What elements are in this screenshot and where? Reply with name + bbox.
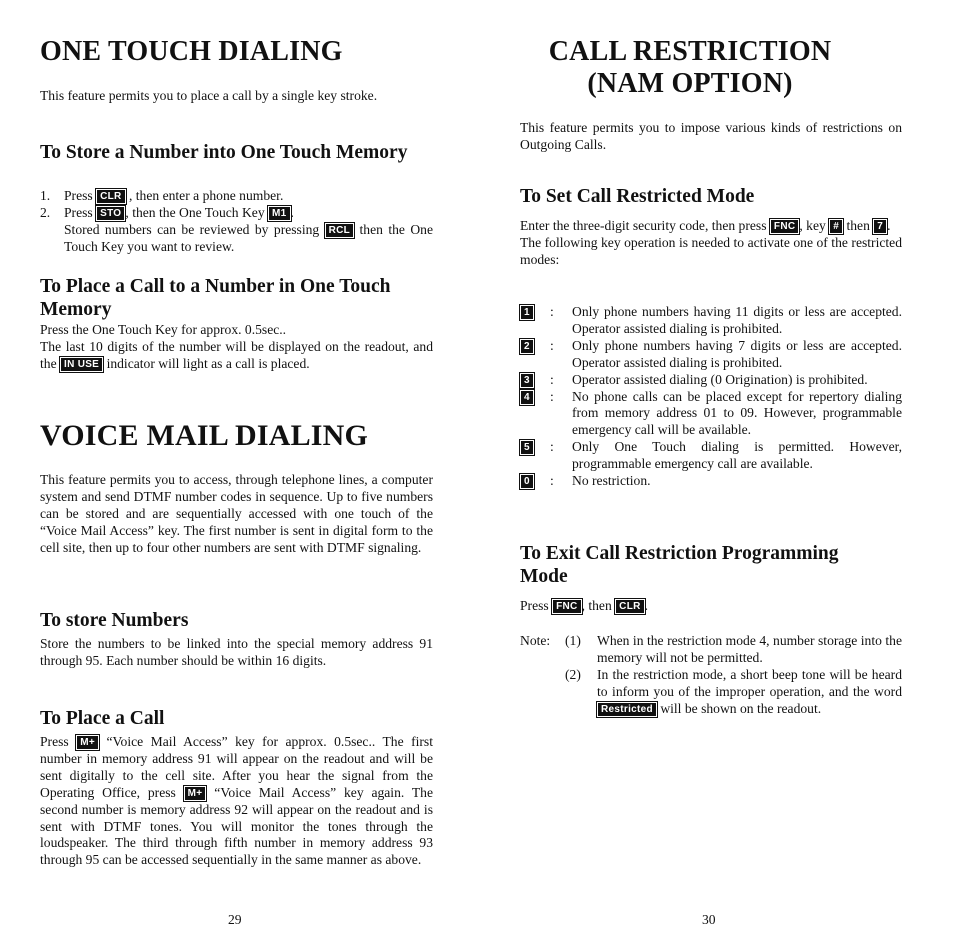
exit-restriction-text: Press FNC , then CLR . [520, 598, 649, 613]
restriction-mode-3: 3 : Operator assisted dialing (0 Origination) is prohibited. [520, 372, 902, 389]
call-restriction-title-line-2: (NAM OPTION) [587, 68, 793, 99]
note-item-2: (2) In the restriction mode, a short beep tone will be heard to inform you of the improper operation, and the word Restricted will be shown on the readout. [565, 666, 902, 716]
store-step-2: 2. Press STO , then the One Touch Key M1 . [40, 204, 294, 220]
store-numbers-text: Store the numbers to be linked into the special memory address 91 through 95. Each number should be within 16 digits. [40, 636, 433, 668]
key-4-icon: 4 [521, 391, 533, 404]
key-3-icon: 3 [521, 374, 533, 387]
store-numbers-heading: To store Numbers [40, 610, 189, 631]
store-number-heading: To Store a Number into One Touch Memory [40, 142, 408, 163]
key-1-icon: 1 [521, 306, 533, 319]
in-use-indicator-icon: IN USE [61, 358, 102, 371]
restriction-mode-4: 4 : No phone calls can be placed except for repertory dialing from memory address 01 to 09. However, programmable emergency call will be available. [520, 389, 902, 440]
clr-key-icon-2: CLR [616, 600, 643, 613]
place-call-body [40, 322, 433, 373]
rcl-key-icon: RCL [326, 224, 353, 237]
set-mode-text-2: The following key operation is needed to activate one of the restricted modes: [520, 234, 902, 267]
sto-key-icon: STO [97, 207, 124, 220]
m-plus-key-icon-2: M+ [185, 787, 206, 800]
store-step-1: 1. Press CLR , then enter a phone number. [40, 188, 284, 203]
restriction-mode-1: 1 : Only phone numbers having 11 digits or less are accepted. Operator assisted dialing is prohibited. [520, 304, 902, 338]
set-mode-text: Enter the three-digit security code, then press FNC , key # then 7 . [520, 218, 891, 233]
page-number-left: 29 [228, 912, 242, 927]
page-number-right: 30 [702, 912, 716, 927]
note-label: Note: [520, 633, 551, 648]
note-item-1: (1) When in the restriction mode 4, number storage into the memory will not be permitted. [565, 633, 902, 665]
place-call-heading: To Place a Call to a Number in One Touch Memory [40, 276, 391, 320]
store-steps-list [40, 188, 433, 256]
place-a-call-text: Press M+ “Voice Mail Access” key for approx. 0.5sec.. The first number in memory address 91 will appear on the readout and will be sent digitally to the cell site. After you hear the signal from the Operating Office, press M+ “Voice Mail Access” key again. The second number is memory address 92 will appear on the readout and is sent with DTMF tones. You will monitor the tones through the loudspeaker. The third through fifth number in memory address 93 through 95 can be accessed sequentially in the same manner as above. [40, 734, 434, 868]
voice-mail-dialing-title: VOICE MAIL DIALING [40, 419, 369, 452]
call-restriction-title [520, 36, 860, 100]
one-touch-dialing-title: ONE TOUCH DIALING [40, 36, 343, 67]
key-0-icon: 0 [521, 475, 533, 488]
call-restriction-intro: This feature permits you to impose various kinds of restrictions on Outgoing Calls. [520, 120, 902, 152]
store-note: Stored numbers can be reviewed by pressing RCL then the One Touch Key you want to review. [64, 221, 433, 254]
call-restriction-title-line-1: CALL RESTRICTION [548, 36, 832, 67]
one-touch-intro: This feature permits you to place a call by a single key stroke. [40, 88, 378, 103]
place-a-call-heading: To Place a Call [40, 708, 165, 729]
fnc-key-icon-2: FNC [553, 600, 580, 613]
exit-restriction-heading: To Exit Call Restriction Programming Mode [520, 543, 839, 587]
clr-key-icon: CLR [97, 190, 124, 203]
pound-key-icon: # [830, 220, 842, 233]
restriction-mode-0: 0 : No restriction. [520, 473, 902, 490]
restriction-mode-5: 5 : Only One Touch dialing is permitted. However, programmable emergency call are available. [520, 439, 902, 473]
place-call-text-2: The last 10 digits of the number will be displayed on the readout, and the IN USE indicator will light as a call is placed. [40, 338, 433, 371]
restriction-modes-list [520, 304, 902, 490]
m-plus-key-icon: M+ [77, 736, 98, 749]
key-5-icon: 5 [521, 441, 533, 454]
fnc-key-icon: FNC [771, 220, 798, 233]
note-block [520, 633, 902, 718]
key-2-icon: 2 [521, 340, 533, 353]
restriction-mode-2: 2 : Only phone numbers having 7 digits or less are accepted. Operator assisted dialing is prohibited. [520, 338, 902, 372]
place-call-text-1: Press the One Touch Key for approx. 0.5sec.. [40, 322, 287, 337]
m1-key-icon: M1 [269, 207, 290, 220]
seven-key-icon: 7 [874, 220, 886, 233]
set-mode-body [520, 218, 902, 269]
set-restricted-mode-heading: To Set Call Restricted Mode [520, 186, 755, 207]
restricted-indicator-icon: Restricted [598, 703, 656, 716]
voice-mail-intro: This feature permits you to access, through telephone lines, a computer system and send DTMF number codes in sequence. Up to five numbers can be stored and are sequentially accessed with one touch of the “Voice Mail Access” key. The first number is sent in digital form to the cell site, then up to four other numbers are sent with DTMF signaling. [40, 472, 433, 555]
